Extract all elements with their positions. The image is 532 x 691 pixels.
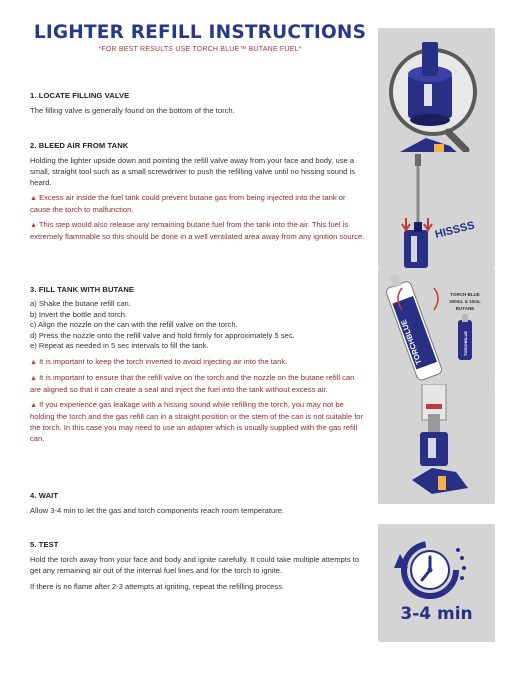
can-caption-line: TORCH BLUE <box>450 292 480 297</box>
can-caption-line: BUTANE <box>455 306 475 311</box>
illustration-butane-can <box>378 268 495 384</box>
section-text: Allow 3-4 min to let the gas and torch components reach room temperature. <box>30 506 285 515</box>
warning-icon: ▲ <box>30 374 37 382</box>
section-heading: 2. BLEED AIR FROM TANK <box>30 141 129 150</box>
warning-note <box>30 399 365 444</box>
step-item: c) Align the nozzle on the can with the refill valve on the torch. <box>30 320 238 329</box>
section-heading: 3. FILL TANK WITH BUTANE <box>30 285 135 294</box>
warning-icon: ▲ <box>30 195 37 202</box>
can-brand-label: TORCHBLUE <box>398 318 424 366</box>
hiss-label: HISSSS <box>433 219 476 241</box>
can-caption-line: 300mL & 10mL <box>449 299 481 304</box>
step-item: a) Shake the butane refill can. <box>30 299 131 308</box>
warning-text: It is important to keep the torch inverted to avoid injecting air into the tank. <box>39 356 288 366</box>
section-heading: 5. TEST <box>30 540 59 549</box>
warning-text: It is important to ensure that the refill valve on the torch and the nozzle on the butane refill can are aligned so that it can create a seal and inject the fuel into the tank without excess air. <box>30 372 355 394</box>
warning-note <box>30 192 365 215</box>
illustration-fill-torch <box>378 384 495 504</box>
section-text: Holding the lighter upside down and pointing the refill valve away from your face and body, use a small, straight tool such as a small screwdriver to push the refilling valve until no hissing sound is heard. <box>30 156 355 187</box>
section-test <box>30 540 365 592</box>
warning-icon: ▲ <box>30 401 37 409</box>
warning-text: This step would also release any remaining butane fuel from the tank into the air. This fuel is extremely flammable so this should be done in a well ventilated area away from any ignition source. <box>30 220 365 241</box>
section-text-note: If there is no flame after 2-3 attempts at igniting, repeat the refilling process. <box>30 582 285 591</box>
section-wait <box>30 491 365 516</box>
warning-icon: ▲ <box>30 222 37 229</box>
illustration-locate-valve <box>378 28 495 170</box>
warning-text: If you experience gas leakage with a hissing sound while refilling the torch, you may not be holding the torch and the gas refill can in a straight position or the stem of the can is not suitable for the torch. In this case you may need to use an adapter which is usually supplied with the gas refill can. <box>30 399 364 443</box>
timer-label: 3-4 min <box>400 604 473 624</box>
section-text: Hold the torch away from your face and body and ignite carefully. It could take multiple attempts to get any remaining air out of the internal fuel lines and for the torch to ignite. <box>30 555 360 575</box>
warning-note <box>30 372 365 395</box>
warning-icon: ▲ <box>30 358 37 366</box>
step-item: d) Press the nozzle onto the refill valve and hold firmly for approximately 5 sec. <box>30 330 295 340</box>
section-heading: 4. WAIT <box>30 491 59 500</box>
section-fill-tank <box>30 285 365 444</box>
warning-note <box>30 356 365 368</box>
page-subtitle: *FOR BEST RESULTS USE TORCH BLUE™ BUTANE FUEL* <box>98 46 302 53</box>
section-text: The filling valve is generally found on the bottom of the torch. <box>30 106 235 115</box>
step-item: e) Repeat as needed in 5 sec intervals to fill the tank. <box>30 341 209 350</box>
warning-note <box>30 219 365 242</box>
illustration-bleed-air <box>378 152 495 268</box>
illustration-timer <box>378 524 495 642</box>
step-item: b) Invert the bottle and torch. <box>30 309 128 319</box>
section-heading: 1. LOCATE FILLING VALVE <box>30 91 130 100</box>
section-bleed-air <box>30 141 365 242</box>
small-can-label: TORCHBLUE <box>463 330 468 356</box>
section-locate-valve <box>30 91 365 116</box>
warning-text: Excess air inside the fuel tank could prevent butane gas from being injected into the tank or cause the torch to malfunction. <box>30 193 346 214</box>
page-title: LIGHTER REFILL INSTRUCTIONS <box>33 22 367 43</box>
